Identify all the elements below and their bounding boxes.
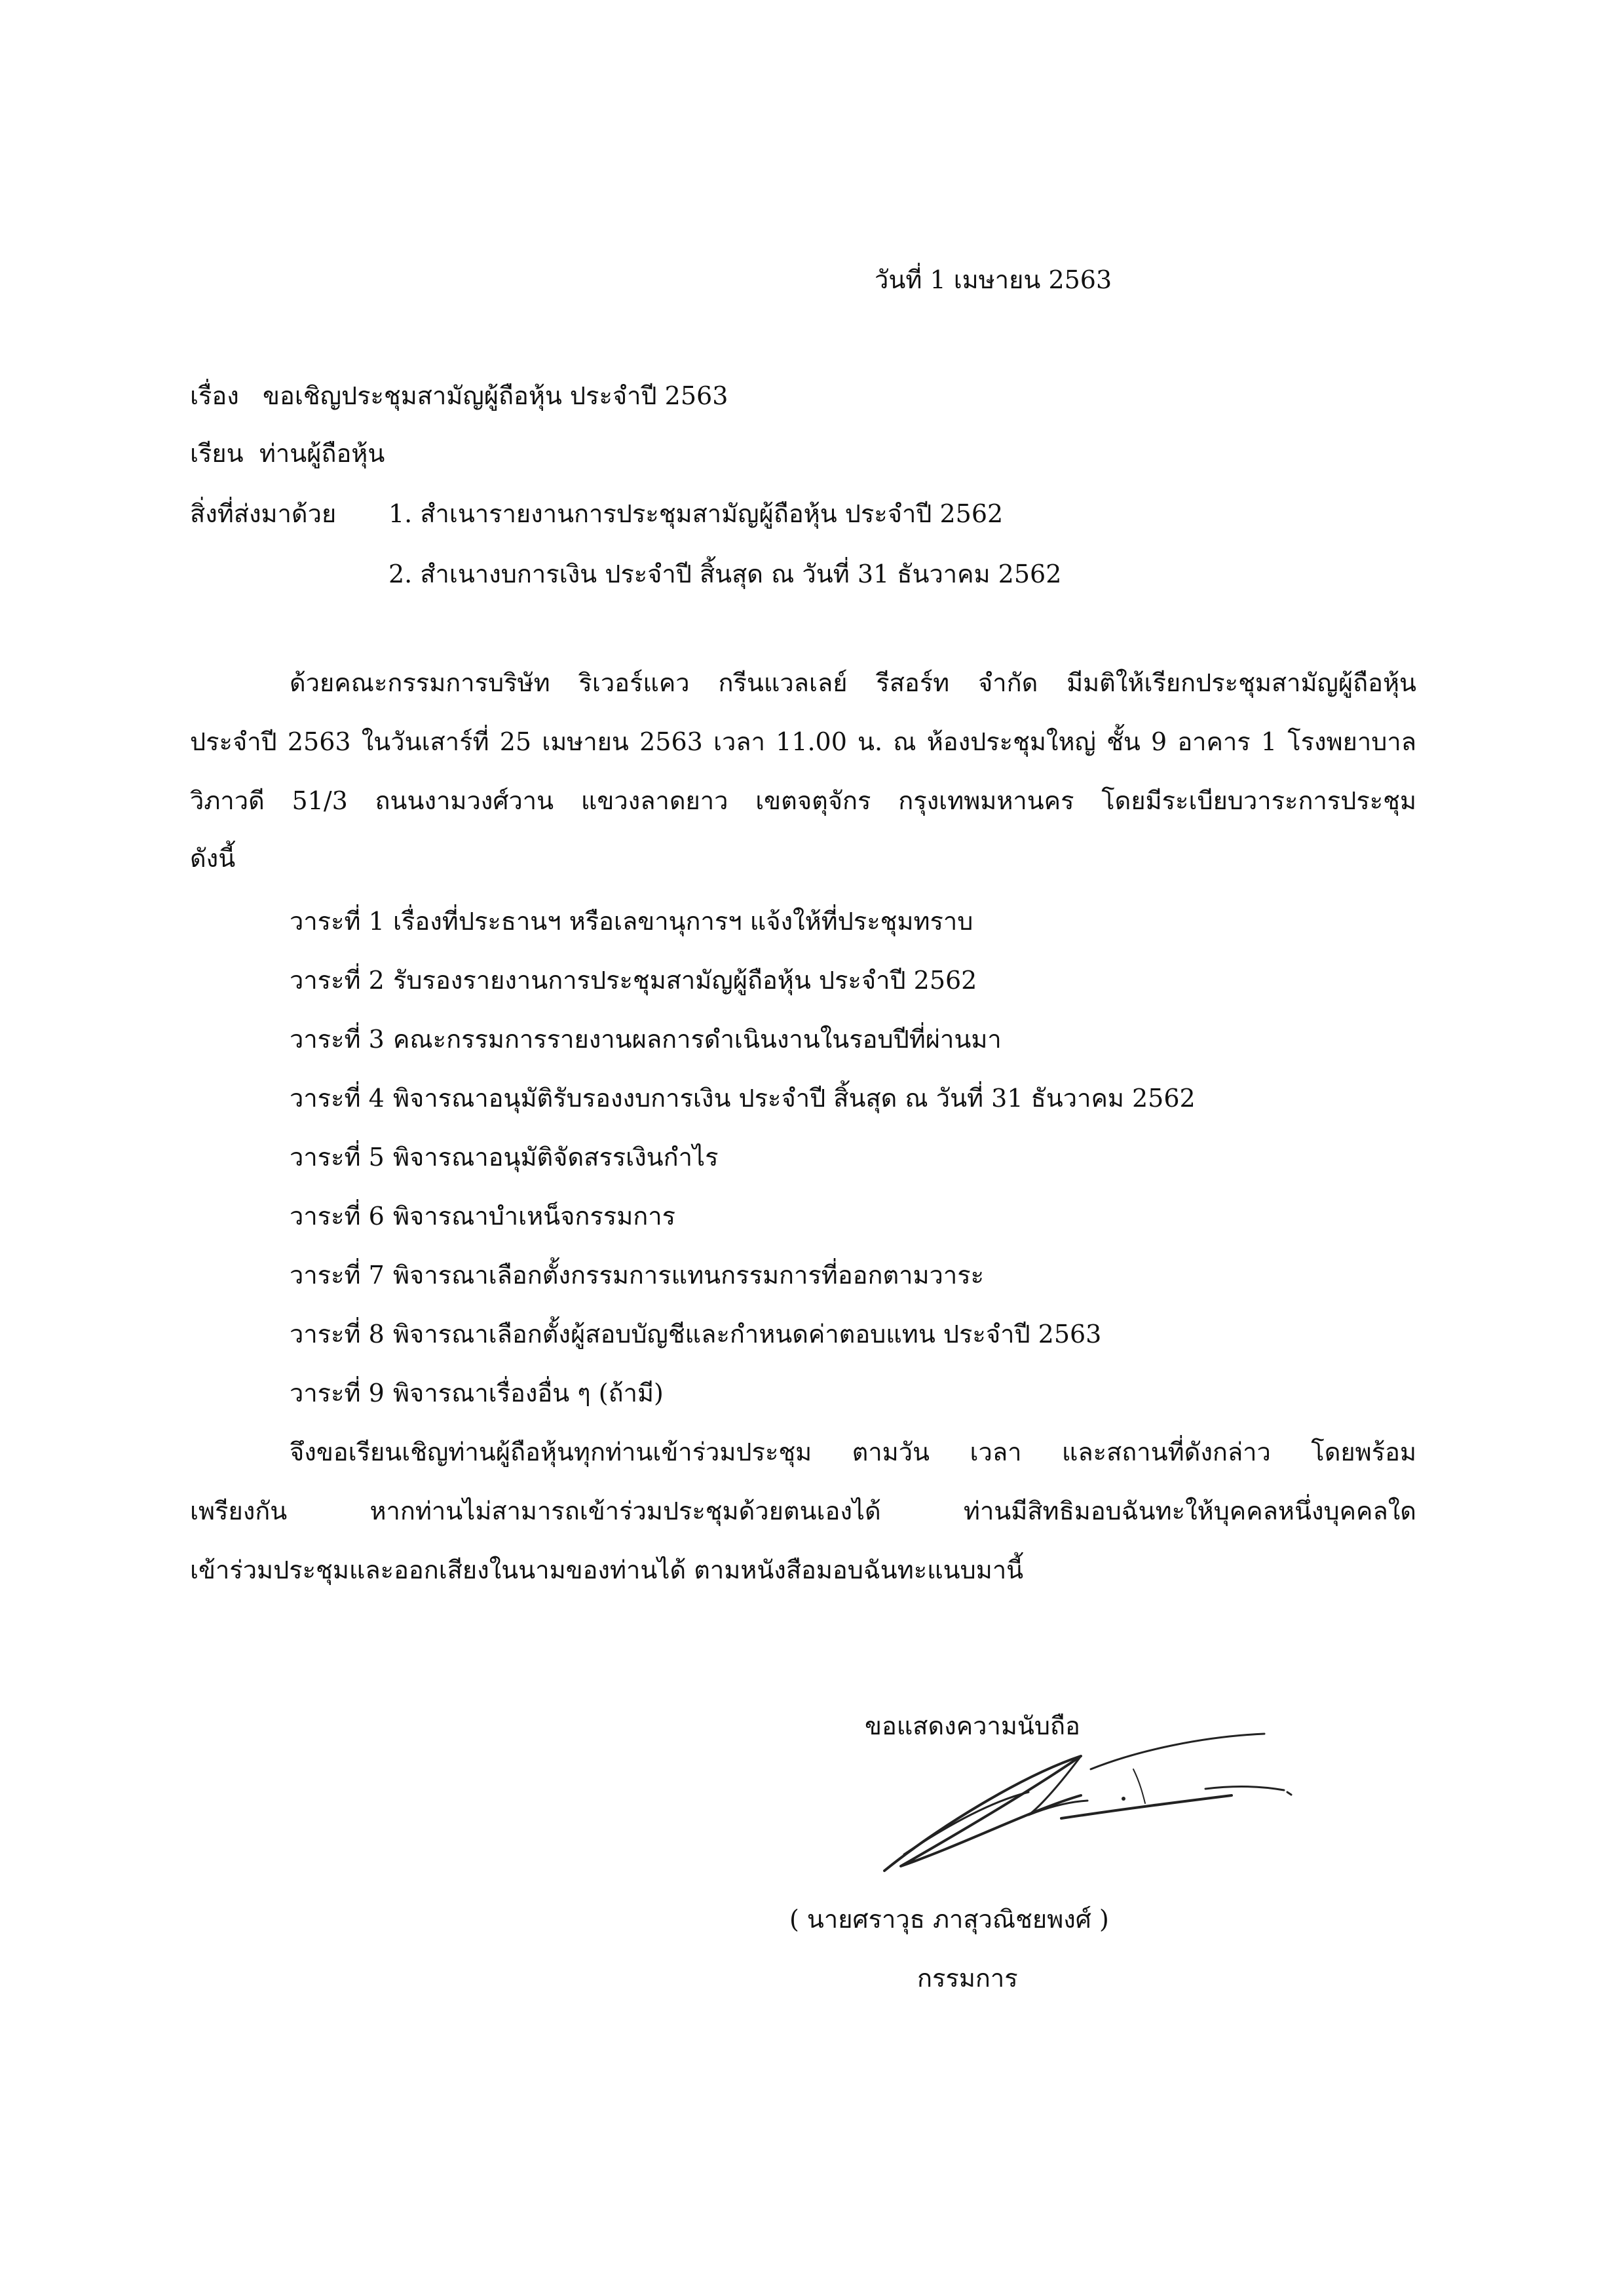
agenda-number: วาระที่ 2 [290, 966, 385, 995]
agenda-text: เรื่องที่ประธานฯ หรือเลขานุการฯ แจ้งให้ที่ประชุมทราบ [393, 907, 973, 936]
agenda-number: วาระที่ 7 [290, 1261, 385, 1290]
signature-image [865, 1730, 1297, 1887]
closing-line: จึงขอเรียนเชิญท่านผู้ถือหุ้นทุกท่านเข้าร่วมประชุม ตามวัน เวลา และสถานที่ดังกล่าว โดยพร้อม [290, 1438, 1416, 1466]
regards-line: ขอแสดงความนับถือ [865, 1712, 1080, 1740]
agenda-number: วาระที่ 9 [290, 1379, 385, 1407]
signer-position: กรรมการ [917, 1964, 1018, 1993]
enclosure-item: 1. สำเนารายงานการประชุมสามัญผู้ถือหุ้น ประจำปี 2562 [388, 499, 1004, 528]
agenda-number: วาระที่ 8 [290, 1320, 385, 1349]
enclosure-item: 2. สำเนางบการเงิน ประจำปี สิ้นสุด ณ วันที่ 31 ธันวาคม 2562 [388, 560, 1062, 588]
enclosures-label: สิ่งที่ส่งมาด้วย [190, 499, 337, 528]
agenda-text: พิจารณาเลือกตั้งกรรมการแทนกรรมการที่ออกตามวาระ [393, 1261, 985, 1290]
agenda-number: วาระที่ 1 [290, 907, 385, 936]
agenda-number: วาระที่ 5 [290, 1143, 385, 1172]
subject-label: เรื่อง [190, 381, 239, 410]
intro-line: ประจำปี 2563 ในวันเสาร์ที่ 25 เมษายน 2563 เวลา 11.00 น. ณ ห้องประชุมใหญ่ ชั้น 9 อาคาร 1 โรงพยาบาล [190, 727, 1416, 756]
subject-line [190, 380, 728, 411]
intro-line: ด้วยคณะกรรมการบริษัท ริเวอร์แคว กรีนแวลเลย์ รีสอร์ท จำกัด มีมติให้เรียกประชุมสามัญผู้ถือหุ้น [290, 668, 1416, 697]
agenda-text: พิจารณาเลือกตั้งผู้สอบบัญชีและกำหนดค่าตอบแทน ประจำปี 2563 [393, 1320, 1102, 1349]
agenda-item [290, 1024, 1002, 1055]
to-line [190, 438, 385, 469]
intro-line: วิภาวดี 51/3 ถนนงามวงศ์วาน แขวงลาดยาว เขตจตุจักร กรุงเทพมหานคร โดยมีระเบียบวาระการประชุม [190, 786, 1416, 815]
agenda-item [290, 1082, 1196, 1114]
agenda-item [290, 1377, 664, 1409]
agenda-item [290, 1259, 984, 1291]
agenda-item [290, 906, 973, 937]
agenda-text: รับรองรายงานการประชุมสามัญผู้ถือหุ้น ประจำปี 2562 [393, 966, 977, 995]
subject-text: ขอเชิญประชุมสามัญผู้ถือหุ้น ประจำปี 2563 [263, 381, 728, 410]
agenda-text: พิจารณาอนุมัติรับรองงบการเงิน ประจำปี สิ้นสุด ณ วันที่ 31 ธันวาคม 2562 [393, 1084, 1196, 1113]
closing-line: เข้าร่วมประชุมและออกเสียงในนามของท่านได้ ตามหนังสือมอบฉันทะแนบมานี้ [190, 1556, 1024, 1584]
intro-line: ดังนี้ [190, 844, 236, 873]
to-text: ท่านผู้ถือหุ้น [259, 439, 385, 468]
agenda-number: วาระที่ 6 [290, 1202, 385, 1231]
closing-line: เพรียงกัน หากท่านไม่สามารถเข้าร่วมประชุมด้วยตนเองได้ ท่านมีสิทธิมอบฉันทะให้บุคคลหนึ่งบุคคลใด [190, 1497, 1416, 1525]
date-line: วันที่ 1 เมษายน 2563 [875, 265, 1112, 294]
agenda-item [290, 1318, 1101, 1350]
agenda-item [290, 1141, 719, 1173]
agenda-text: พิจารณาเรื่องอื่น ๆ (ถ้ามี) [393, 1379, 664, 1407]
agenda-item [290, 1200, 675, 1232]
agenda-text: พิจารณาอนุมัติจัดสรรเงินกำไร [393, 1143, 719, 1172]
agenda-number: วาระที่ 3 [290, 1025, 385, 1054]
agenda-text: คณะกรรมการรายงานผลการดำเนินงานในรอบปีที่ผ่านมา [393, 1025, 1002, 1054]
to-label: เรียน [190, 439, 244, 468]
signer-name: ( นายศราวุธ ภาสุวณิชยพงศ์ ) [789, 1905, 1109, 1934]
agenda-text: พิจารณาบำเหน็จกรรมการ [393, 1202, 676, 1231]
agenda-number: วาระที่ 4 [290, 1084, 385, 1113]
agenda-item [290, 965, 977, 996]
